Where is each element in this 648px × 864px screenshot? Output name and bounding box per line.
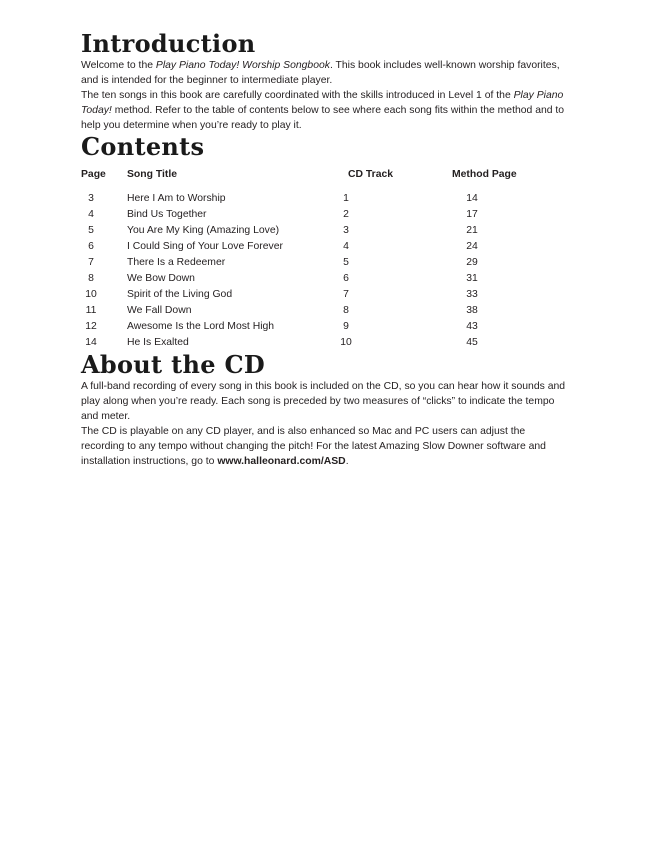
row-cd-track: 10 xyxy=(340,337,352,348)
contents-table xyxy=(81,169,551,351)
row-song-title: Bind Us Together xyxy=(127,209,207,220)
text-span: Welcome to the xyxy=(81,60,156,71)
row-song-title: There Is a Redeemer xyxy=(127,257,226,268)
method-title-italic: Play Piano Today! xyxy=(81,90,564,116)
introduction-paragraph-1 xyxy=(81,58,571,88)
text-span: . This book includes well-known worship favorites, and is intended for the beginner to intermediate player. xyxy=(81,60,560,86)
contents-row xyxy=(81,319,551,335)
book-title-italic: Play Piano Today! Worship Songbook xyxy=(155,60,330,71)
introduction-paragraph-2 xyxy=(81,88,571,133)
text-span: method. Refer to the table of contents below to see where each song fits within the method and to help you determine when you’re ready to play it. xyxy=(81,105,565,131)
row-page-number: 4 xyxy=(88,209,94,220)
about-cd-heading: About the CD xyxy=(81,350,265,379)
row-method-page: 38 xyxy=(466,305,478,316)
website-url: www.halleonard.com/ASD xyxy=(217,456,346,467)
row-page-number: 7 xyxy=(88,257,94,268)
column-header-page: Page xyxy=(81,169,106,180)
text-span: The CD is playable on any CD player, and is also enhanced so Mac and PC users can adjust the recording to any tempo without changing the pitch! For the latest Amazing Slow Downer software and installation instructions, go to xyxy=(81,426,546,467)
row-song-title: Spirit of the Living God xyxy=(127,289,233,300)
text-span: . xyxy=(345,456,349,467)
row-song-title: We Fall Down xyxy=(127,305,192,316)
contents-row xyxy=(81,207,551,223)
row-page-number: 3 xyxy=(88,193,94,204)
row-song-title: You Are My King (Amazing Love) xyxy=(127,225,280,236)
contents-row xyxy=(81,287,551,303)
row-page-number: 14 xyxy=(85,337,97,348)
row-song-title: We Bow Down xyxy=(127,273,195,284)
contents-row xyxy=(81,239,551,255)
row-cd-track: 7 xyxy=(343,289,349,300)
contents-row xyxy=(81,255,551,271)
row-method-page: 31 xyxy=(466,273,478,284)
row-page-number: 11 xyxy=(85,305,97,316)
row-cd-track: 4 xyxy=(343,241,349,252)
contents-table-body xyxy=(81,191,551,351)
row-method-page: 45 xyxy=(466,337,478,348)
row-method-page: 29 xyxy=(466,257,478,268)
row-song-title: Awesome Is the Lord Most High xyxy=(127,321,275,332)
row-method-page: 43 xyxy=(466,321,478,332)
document-page xyxy=(81,30,571,469)
column-header-song-title: Song Title xyxy=(127,169,178,180)
column-header-method-page: Method Page xyxy=(452,169,517,180)
row-cd-track: 5 xyxy=(343,257,349,268)
row-cd-track: 3 xyxy=(343,225,349,236)
row-method-page: 17 xyxy=(466,209,478,220)
row-cd-track: 9 xyxy=(343,321,349,332)
contents-row xyxy=(81,191,551,207)
about-cd-paragraph-1: A full-band recording of every song in this book is included on the CD, so you can hear how it sounds and play along when you’re ready. Each song is preceded by two measures of “clicks” to indicate the tempo and meter. xyxy=(81,381,566,422)
contents-header-row xyxy=(81,169,551,191)
about-cd-paragraph-2 xyxy=(81,424,571,469)
row-page-number: 12 xyxy=(85,321,97,332)
row-method-page: 24 xyxy=(466,241,478,252)
contents-row xyxy=(81,223,551,239)
column-header-cd-track: CD Track xyxy=(348,169,394,180)
contents-row xyxy=(81,303,551,319)
row-method-page: 21 xyxy=(466,225,478,236)
row-song-title: I Could Sing of Your Love Forever xyxy=(127,241,283,252)
row-cd-track: 1 xyxy=(343,193,349,204)
row-cd-track: 2 xyxy=(343,209,349,220)
row-page-number: 6 xyxy=(88,241,94,252)
row-song-title: Here I Am to Worship xyxy=(127,193,226,204)
contents-heading: Contents xyxy=(81,132,205,161)
row-method-page: 33 xyxy=(466,289,478,300)
contents-row xyxy=(81,271,551,287)
row-song-title: He Is Exalted xyxy=(127,337,189,348)
row-page-number: 5 xyxy=(88,225,94,236)
row-cd-track: 6 xyxy=(343,273,349,284)
contents-row xyxy=(81,335,551,351)
introduction-heading: Introduction xyxy=(81,29,256,58)
row-method-page: 14 xyxy=(466,193,478,204)
row-cd-track: 8 xyxy=(343,305,349,316)
row-page-number: 8 xyxy=(88,273,94,284)
text-span: The ten songs in this book are carefully coordinated with the skills introduced in Level 1 of the xyxy=(81,90,514,101)
row-page-number: 10 xyxy=(85,289,97,300)
